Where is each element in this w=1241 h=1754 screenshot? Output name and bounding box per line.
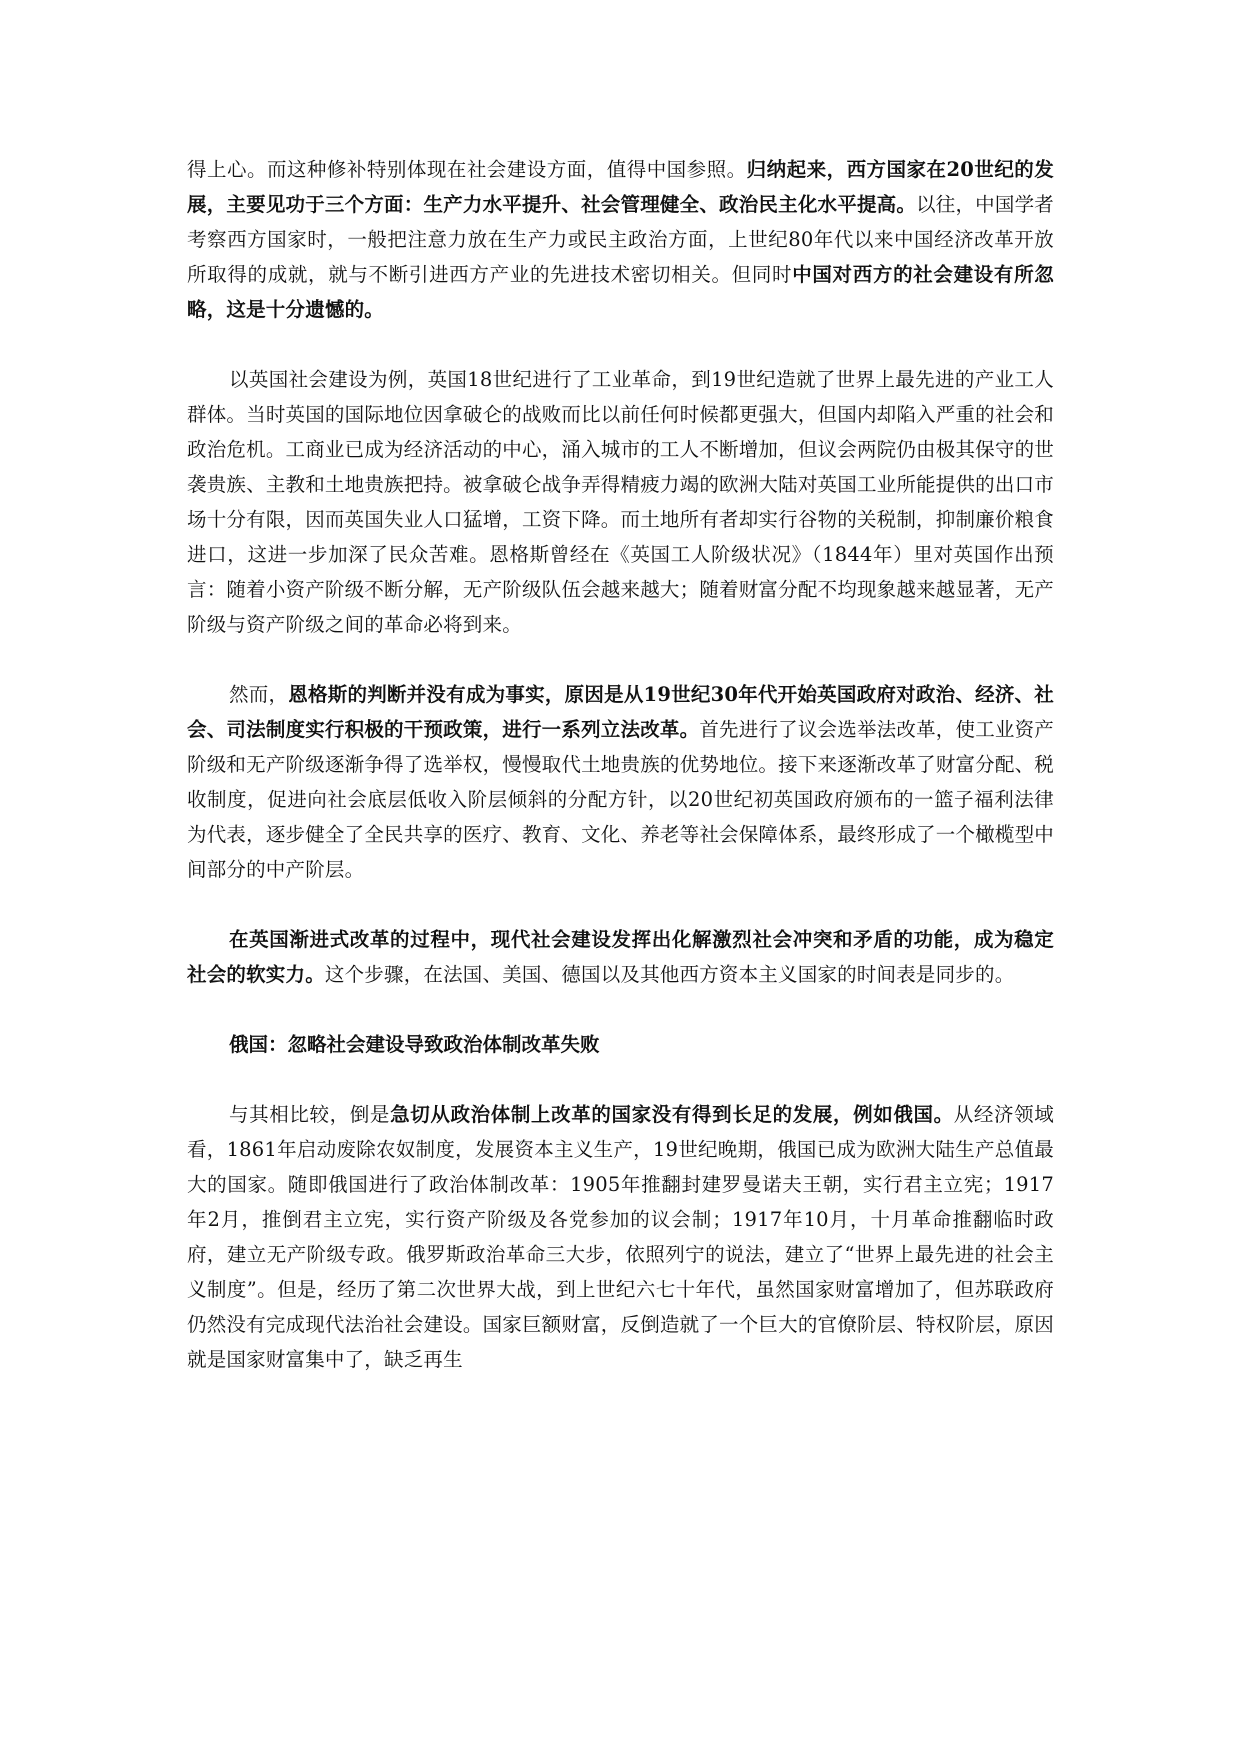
paragraph-text: 这个步骤，在法国、美国、德国以及其他西方资本主义国家的时间表是同步的。 [324,963,1015,986]
paragraph-text: 从经济领域看，1861年启动废除农奴制度，发展资本主义生产，19世纪晚期，俄国已成为欧洲大陆生产总值最大的国家。随即俄国进行了政治体制改革：1905年推翻封建罗曼诺夫王朝，实行君主立宪；1917年2月，推倒君主立宪，实行资产阶级及各党参加的议会制；1917年10月，十月革命推翻临时政府，建立无产阶级专政。俄罗斯政治革命三大步，依照列宁的说法，建立了“世界上最先进的社会主义制度”。但是，经历了第二次世界大战，到上世纪六七十年代，虽然国家财富增加了，但苏联政府仍然没有完成现代法治社会建设。国家巨额财富，反倒造就了一个巨大的官僚阶层、特权阶层，原因就是国家财富集中了，缺乏再生 [187,1103,1054,1371]
paragraph-text: 以英国社会建设为例，英国18世纪进行了工业革命，到19世纪造就了世界上最先进的产业工人群体。当时英国的国际地位因拿破仑的战败而比以前任何时候都更强大，但国内却陷入严重的社会和政治危机。工商业已成为经济活动的中心，涌入城市的工人不断增加，但议会两院仍由极其保守的世袭贵族、主教和土地贵族把持。被拿破仑战争弄得精疲力竭的欧洲大陆对英国工业所能提供的出口市场十分有限，因而英国失业人口猛增，工资下降。而土地所有者却实行谷物的关税制，抑制廉价粮食进口，这进一步加深了民众苦难。恩格斯曾经在《英国工人阶级状况》（1844年）里对英国作出预言：随着小资产阶级不断分解，无产阶级队伍会越来越大；随着财富分配不均现象越来越显著，无产阶级与资产阶级之间的革命必将到来。 [187,368,1054,636]
paragraph-text: 与其相比较，倒是 [229,1103,391,1126]
paragraph-gradual-reform [187,922,1054,992]
paragraph-text: 以往，中国学者考察西方国家时，一般把注意力放在生产力或民主政治方面，上世纪80年代以来中国经济改革开放所取得的成就，就与不断引进西方产业的先进技术密切相关。但同时 [187,193,1054,286]
section-heading-russia: 俄国：忽略社会建设导致政治体制改革失败 [229,1033,600,1056]
document-page [187,152,1054,1377]
paragraph-text: 然而， [229,683,289,706]
paragraph-bold-text: 中国对西方的社会建设有所忽略，这是十分遗憾的。 [187,263,1054,321]
paragraph-text: 首先进行了议会选举法改革，使工业资产阶级和无产阶级逐渐争得了选举权，慢慢取代土地贵族的优势地位。接下来逐渐改革了财富分配、税收制度，促进向社会底层低收入阶层倾斜的分配方针，以20世纪初英国政府颁布的一篮子福利法律为代表，逐步健全了全民共享的医疗、教育、文化、养老等社会保障体系，最终形成了一个橄榄型中间部分的中产阶层。 [187,718,1055,881]
paragraph-bold-text: 归纳起来，西方国家在20世纪的发展，主要见功于三个方面：生产力水平提升、社会管理健全、政治民主化水平提高。 [187,158,1054,216]
paragraph-britain-example [187,362,1054,642]
paragraph-bold-text: 恩格斯的判断并没有成为事实，原因是从19世纪30年代开始英国政府对政治、经济、社会、司法制度实行积极的干预政策，进行一系列立法改革。 [187,683,1054,741]
paragraph-engels-judgment [187,677,1054,887]
paragraph-bold-text: 急切从政治体制上改革的国家没有得到长足的发展，例如俄国。 [390,1103,954,1126]
paragraph-western-development [187,152,1054,327]
paragraph-text: 得上心。而这种修补特别体现在社会建设方面，值得中国参照。 [187,158,747,181]
paragraph-russia [187,1097,1054,1377]
paragraph-bold-text: 在英国渐进式改革的过程中，现代社会建设发挥出化解激烈社会冲突和矛盾的功能，成为稳定社会的软实力。 [187,928,1054,986]
